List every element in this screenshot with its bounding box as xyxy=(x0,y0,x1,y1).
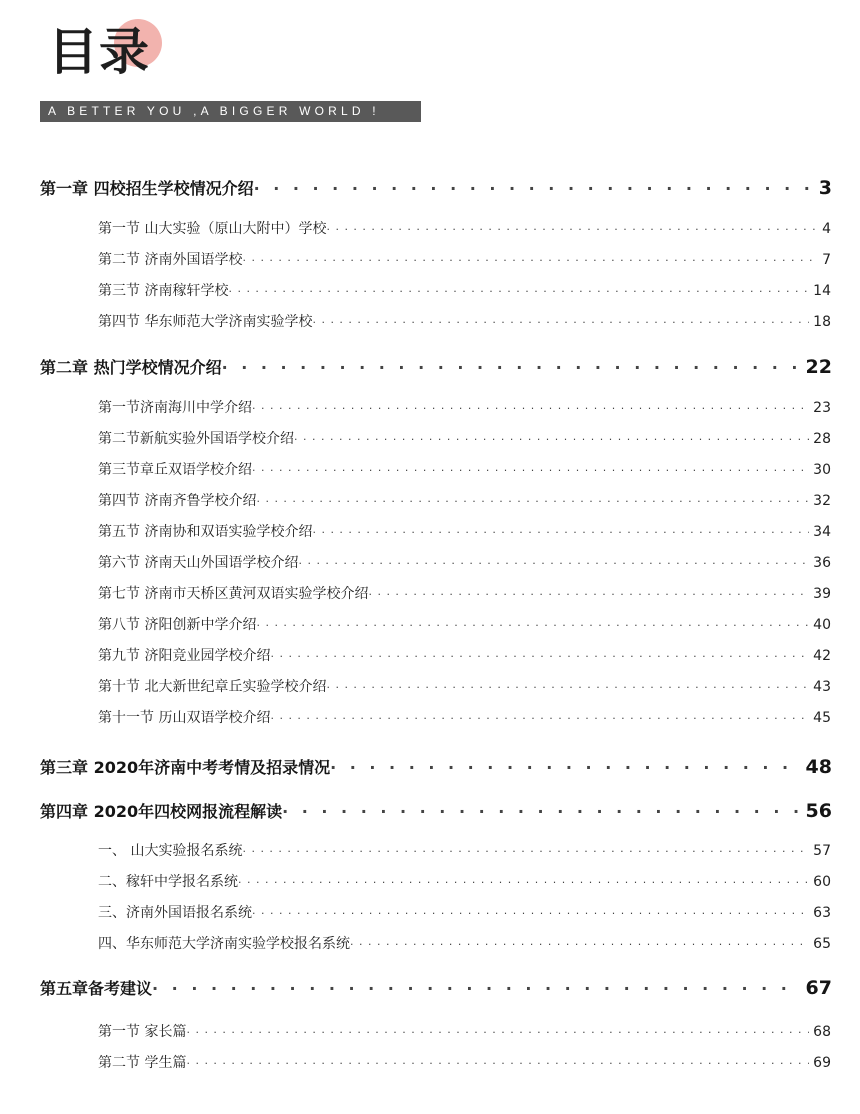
dot-leader xyxy=(252,402,809,415)
toc-entry-page: 7 xyxy=(822,252,831,268)
toc-entry-title: 四、华东师范大学济南实验学校报名系统 xyxy=(98,936,350,952)
toc-entry-title: 第七节 济南市天桥区黄河双语实验学校介绍 xyxy=(98,586,369,602)
toc-entry-page: 67 xyxy=(805,977,832,999)
dot-leader xyxy=(326,223,818,236)
toc-entry-page: 48 xyxy=(805,756,832,778)
toc-section-entry[interactable] xyxy=(98,397,831,417)
toc-header xyxy=(0,0,860,130)
dot-leader xyxy=(282,802,801,821)
toc-entry-title: 第四节 华东师范大学济南实验学校 xyxy=(98,314,313,330)
dot-leader xyxy=(270,712,809,725)
toc-entry-page: 39 xyxy=(813,586,831,602)
dot-leader xyxy=(238,876,809,889)
toc-entry-title: 第五节 济南协和双语实验学校介绍 xyxy=(98,524,313,540)
toc-section-entry[interactable] xyxy=(98,614,831,634)
toc-entry-page: 22 xyxy=(805,356,832,378)
toc-entry-title: 第二章 热门学校情况介绍 xyxy=(40,358,222,377)
dot-leader xyxy=(270,650,809,663)
dot-leader xyxy=(242,254,818,267)
toc-section-entry[interactable] xyxy=(98,707,831,727)
toc-chapter-entry[interactable] xyxy=(40,176,832,199)
toc-entry-title: 第六节 济南天山外国语学校介绍 xyxy=(98,555,299,571)
toc-entry-title: 第二节 学生篇 xyxy=(98,1055,187,1071)
toc-entry-title: 第十节 北大新世纪章丘实验学校介绍 xyxy=(98,679,327,695)
dot-leader xyxy=(298,557,809,570)
dot-leader xyxy=(256,619,809,632)
dot-leader xyxy=(254,179,815,198)
dot-leader xyxy=(312,526,809,539)
toc-chapter-entry[interactable] xyxy=(40,755,832,778)
dot-leader xyxy=(242,845,809,858)
toc-section-entry[interactable] xyxy=(98,840,831,860)
toc-section-entry[interactable] xyxy=(98,676,831,696)
dot-leader xyxy=(350,938,809,951)
toc-entry-title: 第四节 济南齐鲁学校介绍 xyxy=(98,493,257,509)
toc-entry-title: 第九节 济阳竞业园学校介绍 xyxy=(98,648,271,664)
dot-leader xyxy=(368,588,809,601)
toc-entry-page: 18 xyxy=(813,314,831,330)
toc-section-entry[interactable] xyxy=(98,218,831,238)
dot-leader xyxy=(186,1026,809,1039)
toc-section-entry[interactable] xyxy=(98,645,831,665)
dot-leader xyxy=(256,495,809,508)
toc-entry-page: 57 xyxy=(813,843,831,859)
toc-entry-page: 69 xyxy=(813,1055,831,1071)
toc-section-entry[interactable] xyxy=(98,1052,831,1072)
toc-entry-page: 36 xyxy=(813,555,831,571)
toc-entry-title: 第三节章丘双语学校介绍 xyxy=(98,462,252,478)
dot-leader xyxy=(252,464,809,477)
toc-entry-title: 三、济南外国语报名系统 xyxy=(98,905,252,921)
slogan-banner: A BETTER YOU ,A BIGGER WORLD ! xyxy=(40,101,421,122)
toc-entry-page: 34 xyxy=(813,524,831,540)
toc-entry-page: 56 xyxy=(805,800,832,822)
toc-entry-title: 第二节 济南外国语学校 xyxy=(98,252,243,268)
dot-leader xyxy=(330,758,801,777)
toc-entry-title: 第三节 济南稼轩学校 xyxy=(98,283,229,299)
toc-section-entry[interactable] xyxy=(98,311,831,331)
toc-entry-title: 第一节 家长篇 xyxy=(98,1024,187,1040)
toc-entry-page: 23 xyxy=(813,400,831,416)
toc-entry-page: 32 xyxy=(813,493,831,509)
toc-entry-page: 4 xyxy=(822,221,831,237)
toc-section-entry[interactable] xyxy=(98,490,831,510)
toc-entry-page: 60 xyxy=(813,874,831,890)
page-title: 目录 xyxy=(48,22,150,81)
toc-section-entry[interactable] xyxy=(98,583,831,603)
toc-entry-title: 二、稼轩中学报名系统 xyxy=(98,874,238,890)
toc-entry-page: 40 xyxy=(813,617,831,633)
toc-entry-page: 42 xyxy=(813,648,831,664)
toc-section-entry[interactable] xyxy=(98,902,831,922)
dot-leader xyxy=(152,979,802,998)
dot-leader xyxy=(294,433,809,446)
toc-entry-title: 一、 山大实验报名系统 xyxy=(98,843,243,859)
toc-entry-title: 第一节济南海川中学介绍 xyxy=(98,400,252,416)
toc-entry-page: 45 xyxy=(813,710,831,726)
toc-section-entry[interactable] xyxy=(98,459,831,479)
toc-entry-title: 第一章 四校招生学校情况介绍 xyxy=(40,179,254,198)
toc-entry-page: 30 xyxy=(813,462,831,478)
toc-section-entry[interactable] xyxy=(98,552,831,572)
toc-entry-title: 第五章备考建议 xyxy=(40,979,153,998)
toc-entry-page: 3 xyxy=(818,177,832,199)
toc-entry-title: 第八节 济阳创新中学介绍 xyxy=(98,617,257,633)
toc-entry-title: 第十一节 历山双语学校介绍 xyxy=(98,710,271,726)
dot-leader xyxy=(326,681,809,694)
toc-section-entry[interactable] xyxy=(98,249,831,269)
dot-leader xyxy=(186,1057,809,1070)
toc-entry-title: 第四章 2020年四校网报流程解读 xyxy=(40,802,283,821)
toc-chapter-entry[interactable] xyxy=(40,799,832,822)
toc-entry-page: 28 xyxy=(813,431,831,447)
toc-entry-page: 43 xyxy=(813,679,831,695)
dot-leader xyxy=(228,285,809,298)
toc-entry-page: 65 xyxy=(813,936,831,952)
toc-section-entry[interactable] xyxy=(98,933,831,953)
toc-section-entry[interactable] xyxy=(98,871,831,891)
toc-entry-page: 68 xyxy=(813,1024,831,1040)
toc-entry-title: 第一节 山大实验（原山大附中）学校 xyxy=(98,221,327,237)
toc-section-entry[interactable] xyxy=(98,428,831,448)
dot-leader xyxy=(222,358,802,377)
toc-section-entry[interactable] xyxy=(98,280,831,300)
toc-chapter-entry[interactable] xyxy=(40,976,832,999)
toc-chapter-entry[interactable] xyxy=(40,355,832,378)
toc-section-entry[interactable] xyxy=(98,1021,831,1041)
toc-entry-title: 第三章 2020年济南中考考情及招录情况 xyxy=(40,758,331,777)
toc-entry-title: 第二节新航实验外国语学校介绍 xyxy=(98,431,294,447)
toc-section-entry[interactable] xyxy=(98,521,831,541)
toc-entry-page: 14 xyxy=(813,283,831,299)
dot-leader xyxy=(252,907,809,920)
dot-leader xyxy=(312,316,809,329)
toc-entry-page: 63 xyxy=(813,905,831,921)
